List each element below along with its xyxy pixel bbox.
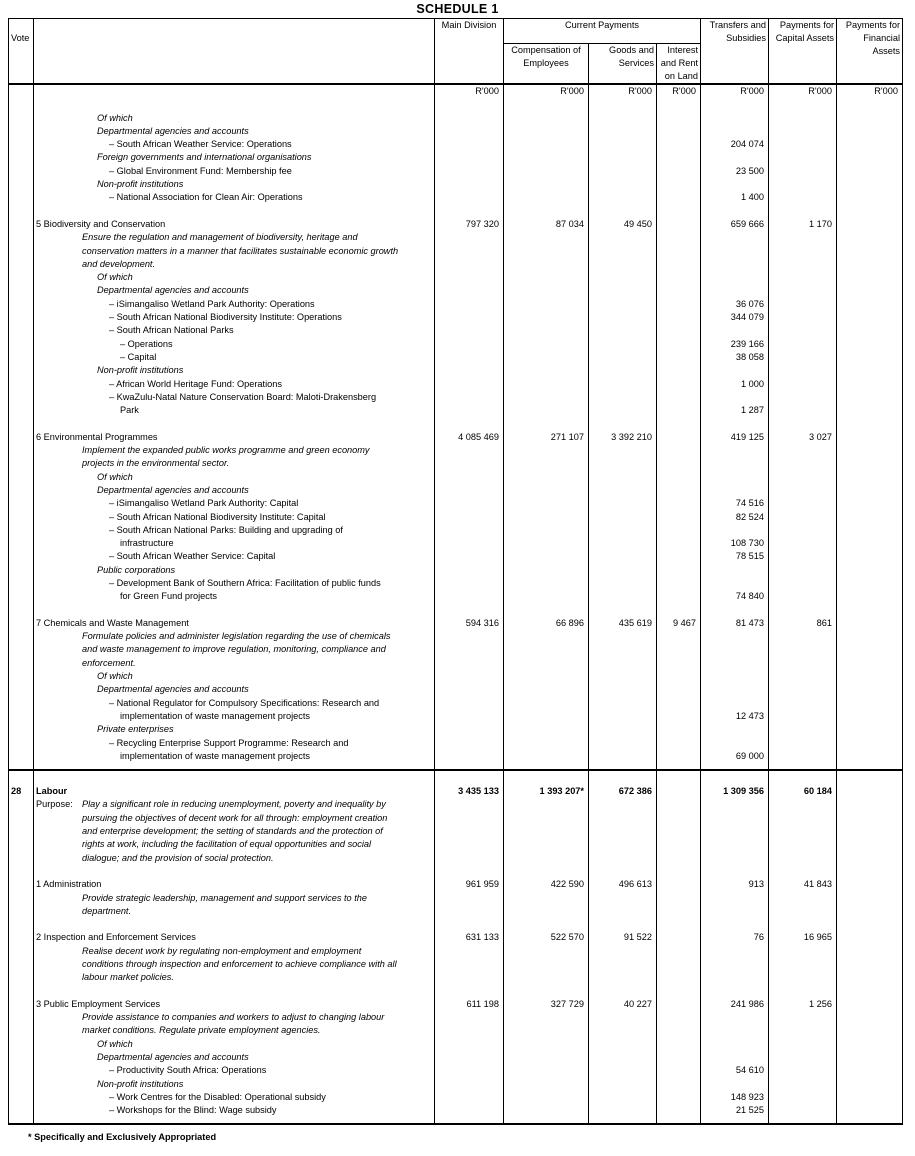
transfer-value: 21 525 xyxy=(735,1105,765,1116)
capital-value: 60 184 xyxy=(769,770,837,878)
programme-row xyxy=(9,218,903,431)
purpose-text: department. xyxy=(82,905,132,916)
capital-value: 41 843 xyxy=(769,878,837,931)
category-label: Departmental agencies and accounts xyxy=(97,484,249,495)
transfer-value: 344 079 xyxy=(730,312,765,323)
unit-label: R'000 xyxy=(504,84,589,98)
purpose-text: pursuing the objectives of decent work for all through: employment creation xyxy=(82,812,388,823)
entity-label: – Global Environment Fund: Membership fee xyxy=(109,165,292,176)
entity-label: infrastructure xyxy=(120,538,174,549)
vote-number: 28 xyxy=(9,770,34,878)
goods-services-header: Goods and Services xyxy=(589,44,657,85)
programme-name: 1 Administration xyxy=(36,879,102,890)
main-division-value: 594 316 xyxy=(435,617,504,770)
entity-label: – South African National Parks xyxy=(109,325,234,336)
purpose-text: enforcement. xyxy=(82,657,136,668)
main-division-value: 611 198 xyxy=(435,998,504,1124)
vote-header: Vote xyxy=(9,19,34,85)
transfer-value: 1 400 xyxy=(741,192,765,203)
goods-value: 49 450 xyxy=(589,218,657,431)
vote-row xyxy=(9,770,903,878)
purpose-text: rights at work, including the facilitation of equal opportunities and social xyxy=(82,839,372,850)
purpose-text: Provide assistance to companies and workers to adjust to changing labour xyxy=(82,1012,385,1023)
entity-label: – KwaZulu-Natal Nature Conservation Board: Maloti-Drakensberg xyxy=(109,391,377,402)
transfer-value: 69 000 xyxy=(735,750,765,761)
programme-name: 6 Environmental Programmes xyxy=(36,431,158,442)
entity-label: implementation of waste management projects xyxy=(120,750,310,761)
programme-row xyxy=(9,931,903,997)
transfers-value: 659 666 xyxy=(730,218,765,229)
entity-label: – Recycling Enterprise Support Programme: Research and xyxy=(109,737,349,748)
purpose-text: Ensure the regulation and management of biodiversity, heritage and xyxy=(82,232,358,243)
entity-label: – South African National Biodiversity Institute: Capital xyxy=(109,511,326,522)
purpose-text: market conditions. Regulate private employment agencies. xyxy=(82,1025,321,1036)
entity-label: – South African National Biodiversity Institute: Operations xyxy=(109,312,342,323)
schedule-title: SCHEDULE 1 xyxy=(416,2,499,16)
compensation-value: 522 570 xyxy=(504,931,589,997)
entity-label: – Development Bank of Southern Africa: Facilitation of public funds xyxy=(109,577,381,588)
transfer-value: 78 515 xyxy=(735,551,765,562)
capital-value: 16 965 xyxy=(769,931,837,997)
current-payments-header: Current Payments xyxy=(504,19,701,44)
of-which-label: Of which xyxy=(97,671,133,682)
entity-label: for Green Fund projects xyxy=(120,591,218,602)
category-label: Non-profit institutions xyxy=(97,179,184,190)
category-label: Non-profit institutions xyxy=(97,365,184,376)
entity-label: – African World Heritage Fund: Operations xyxy=(109,378,282,389)
goods-value: 672 386 xyxy=(589,770,657,878)
transfers-value: 241 986 xyxy=(730,998,765,1009)
of-which-label: Of which xyxy=(97,471,133,482)
transfer-value: 12 473 xyxy=(735,710,765,721)
entity-label: – Work Centres for the Disabled: Operational subsidy xyxy=(109,1091,326,1102)
of-which-label: Of which xyxy=(97,272,133,283)
transfers-value: 419 125 xyxy=(730,431,765,442)
transfer-value: 82 524 xyxy=(735,511,765,522)
main-division-value: 797 320 xyxy=(435,218,504,431)
purpose-text: labour market policies. xyxy=(82,972,174,983)
main-division-value: 4 085 469 xyxy=(435,431,504,617)
transfers-value: 81 473 xyxy=(735,617,765,628)
capital-assets-header: Payments for Capital Assets xyxy=(769,19,837,85)
compensation-value: 66 896 xyxy=(504,617,589,770)
goods-value: 435 619 xyxy=(589,617,657,770)
programme-name: 3 Public Employment Services xyxy=(36,998,161,1009)
compensation-value: 87 034 xyxy=(504,218,589,431)
compensation-value: 1 393 207* xyxy=(504,770,589,878)
programme-row xyxy=(9,998,903,1124)
of-which-label: Of which xyxy=(97,112,133,123)
entity-label: implementation of waste management projects xyxy=(120,710,310,721)
category-label: Foreign governments and international organisations xyxy=(97,152,312,163)
purpose-text: dialogue; and the provision of social protection. xyxy=(82,852,274,863)
programme-name: 7 Chemicals and Waste Management xyxy=(36,617,189,628)
unit-label: R'000 xyxy=(589,84,657,98)
purpose-text: projects in the environmental sector. xyxy=(82,458,230,469)
transfer-value: 74 516 xyxy=(735,498,765,509)
schedule-table xyxy=(8,18,903,1125)
entity-label: – Workshops for the Blind: Wage subsidy xyxy=(109,1105,277,1116)
transfer-value: 108 730 xyxy=(730,538,765,549)
purpose-text: conservation matters in a manner that facilitates sustainable economic growth xyxy=(82,245,399,256)
unit-desc-cell xyxy=(34,84,435,98)
main-division-header: Main Division xyxy=(435,19,504,85)
transfer-value: 1 000 xyxy=(741,378,765,389)
programme-row xyxy=(9,431,903,617)
entity-label: – South African National Parks: Building and upgrading of xyxy=(109,524,343,535)
compensation-header: Compensation of Employees xyxy=(504,44,589,85)
financial-assets-header: Payments for Financial Assets xyxy=(837,19,903,85)
unit-label: R'000 xyxy=(701,84,769,98)
compensation-value: 271 107 xyxy=(504,431,589,617)
programme-name: 2 Inspection and Enforcement Services xyxy=(36,932,196,943)
transfer-value: 38 058 xyxy=(735,351,765,362)
transfer-value: 204 074 xyxy=(730,139,765,150)
vote-name: Labour xyxy=(36,786,68,797)
interest-rent-header: Interest and Rent on Land xyxy=(657,44,701,85)
entity-label: – National Regulator for Compulsory Specifications: Research and xyxy=(109,697,380,708)
capital-value: 861 xyxy=(769,617,837,770)
category-label: Departmental agencies and accounts xyxy=(97,1052,249,1063)
category-label: Departmental agencies and accounts xyxy=(97,684,249,695)
interest-value: 9 467 xyxy=(657,617,701,770)
purpose-text: conditions through inspection and enforcement to achieve compliance with all xyxy=(82,959,397,969)
entity-label: – iSimangaliso Wetland Park Authority: Capital xyxy=(109,498,299,509)
category-label: Non-profit institutions xyxy=(97,1078,184,1089)
purpose-text: Play a significant role in reducing unemployment, poverty and inequality by xyxy=(82,799,386,810)
main-division-value: 3 435 133 xyxy=(435,770,504,878)
transfer-value: 23 500 xyxy=(735,165,765,176)
unit-label: R'000 xyxy=(769,84,837,98)
transfer-value: 54 610 xyxy=(735,1065,765,1076)
unit-vote-cell xyxy=(9,84,34,98)
of-which-label: Of which xyxy=(97,1038,133,1049)
entity-label: Park xyxy=(120,405,139,416)
purpose-text: and waste management to improve regulation, monitoring, compliance and xyxy=(82,644,386,655)
entity-label: – South African Weather Service: Operations xyxy=(109,139,292,150)
description-header xyxy=(34,19,435,85)
continuation-block xyxy=(9,98,903,218)
capital-value: 1 170 xyxy=(769,218,837,431)
main-division-value: 631 133 xyxy=(435,931,504,997)
purpose-label: Purpose: xyxy=(36,799,73,810)
unit-label: R'000 xyxy=(435,84,504,98)
footnote: * Specifically and Exclusively Appropriated xyxy=(28,1132,217,1142)
purpose-text: Provide strategic leadership, management and support services to the xyxy=(82,892,367,903)
category-label: Departmental agencies and accounts xyxy=(97,125,249,136)
goods-value: 3 392 210 xyxy=(589,431,657,617)
purpose-text: and development. xyxy=(82,258,156,269)
programme-row xyxy=(9,617,903,770)
category-label: Departmental agencies and accounts xyxy=(97,285,249,296)
programme-name: 5 Biodiversity and Conservation xyxy=(36,218,166,229)
programme-row xyxy=(9,878,903,931)
main-division-value: 961 959 xyxy=(435,878,504,931)
entity-label: – National Association for Clean Air: Operations xyxy=(109,192,303,203)
category-label: Public corporations xyxy=(97,564,176,575)
transfer-value: 1 287 xyxy=(741,405,765,416)
transfer-value: 36 076 xyxy=(735,298,765,309)
entity-label: – Operations xyxy=(120,338,173,349)
purpose-text: Implement the expanded public works programme and green economy xyxy=(82,445,370,456)
goods-value: 91 522 xyxy=(589,931,657,997)
entity-label: – iSimangaliso Wetland Park Authority: Operations xyxy=(109,298,315,309)
purpose-text: and enterprise development; the setting of standards and the protection of xyxy=(82,826,383,837)
transfer-value: 239 166 xyxy=(730,338,765,349)
entity-label: – Productivity South Africa: Operations xyxy=(109,1065,267,1076)
goods-value: 496 613 xyxy=(589,878,657,931)
transfer-value: 148 923 xyxy=(730,1091,765,1102)
unit-label: R'000 xyxy=(657,84,701,98)
purpose-text: Formulate policies and administer legislation regarding the use of chemicals xyxy=(82,631,391,642)
unit-label: R'000 xyxy=(837,84,903,98)
transfers-value: 1 309 356 xyxy=(701,770,769,878)
goods-value: 40 227 xyxy=(589,998,657,1124)
compensation-value: 327 729 xyxy=(504,998,589,1124)
capital-value: 3 027 xyxy=(769,431,837,617)
transfers-header: Transfers and Subsidies xyxy=(701,19,769,85)
entity-label: – South African Weather Service: Capital xyxy=(109,551,276,562)
purpose-text: Realise decent work by regulating non-employment and employment xyxy=(82,945,362,956)
transfers-value: 76 xyxy=(701,931,769,997)
entity-label: – Capital xyxy=(120,351,157,362)
capital-value: 1 256 xyxy=(769,998,837,1124)
compensation-value: 422 590 xyxy=(504,878,589,931)
transfer-value: 74 840 xyxy=(735,591,765,602)
transfers-value: 913 xyxy=(701,878,769,931)
category-label: Private enterprises xyxy=(97,724,174,735)
